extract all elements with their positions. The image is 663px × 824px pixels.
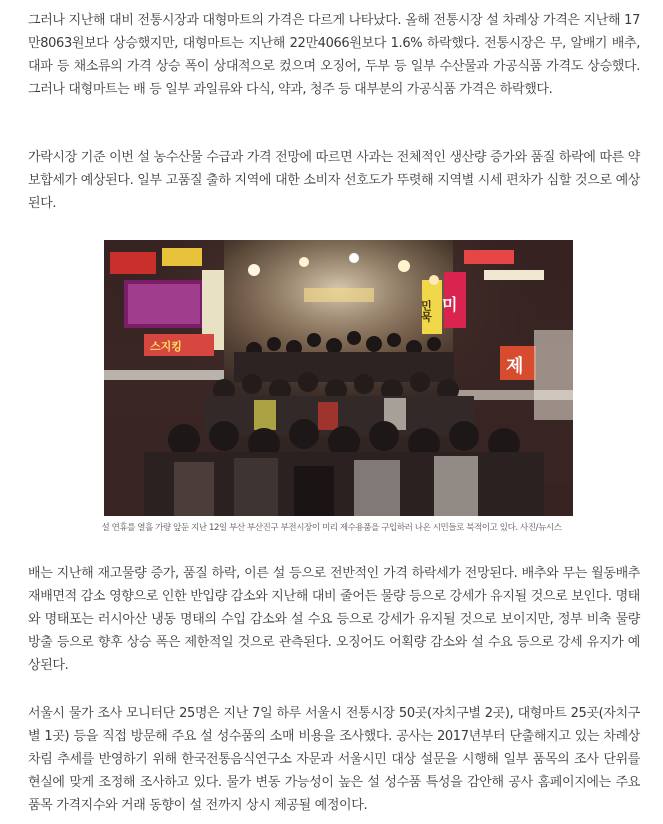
shop-sign-minmuk: 민묵 <box>419 300 433 322</box>
shop-sign-mi: 미 <box>442 295 458 314</box>
photo-caption: 설 연휴를 열흘 가량 앞둔 지난 12일 부산 부산진구 부전시장이 미리 제수용품을 구입하러 나온 시민들로 북적이고 있다. 사진/뉴시스 <box>101 523 562 533</box>
shop-sign-sujiking: 스지킹 <box>150 340 182 353</box>
market-crowd-photo <box>104 240 573 516</box>
paragraph-market-prices: 그러나 지난해 대비 전통시장과 대형마트의 가격은 다르게 나타났다. 올해 전통시장 설 차례상 가격은 지난해 17만8063원보다 상승했지만, 대형마트는 지난해 22만4066원보다 1.6% 하락했다. 전통시장은 무, 알배기 배추, 대파 등 채소류의 가격 상승 폭이 상대적으로 컸으며 오징어, 두부 등 일부 수산물과 가공식품 가격도 상승했다. 그러나 대형마트는 배 등 일부 과일류와 다식, 약과, 청주 등 대부분의 가공식품 가격은 하락했다. <box>28 13 640 97</box>
paragraph-survey-method: 서울시 물가 조사 모니터단 25명은 지난 7일 하루 서울시 전통시장 50곳(자치구별 2곳), 대형마트 25곳(자치구별 1곳) 등을 직접 방문해 주요 설 성수품의 소매 비용을 조사했다. 공사는 2017년부터 단출해지고 있는 차례상 차림 추세를 반영하기 위해 한국전통음식연구소 자문과 서울시민 대상 설문을 시행해 일부 품목의 조사 단위를 현실에 맞게 조정해 조사하고 있다. 물가 변동 가능성이 높은 설 성수품 특성을 감안해 공사 홈페이지에는 주요 품목 가격지수와 거래 동향이 설 전까지 상시 제공될 예정이다. <box>28 706 640 813</box>
paragraph-produce-forecast: 배는 지난해 재고물량 증가, 품질 하락, 이른 설 등으로 전반적인 가격 하락세가 전망된다. 배추와 무는 월동배추 재배면적 감소 영향으로 인한 반입량 감소와 지난해 대비 줄어든 물량 등으로 강세가 유지될 것으로 보인다. 명태와 명태포는 러시아산 냉동 명태의 수입 감소와 설 수요 등으로 강세가 유지될 것으로 보이지만, 정부 비축 물량 방출 등으로 향후 상승 폭은 제한적일 것으로 관측된다. 오징어도 어획량 감소와 설 수요 등으로 강세 유지가 예상된다. <box>28 566 640 673</box>
shop-sign-je: 제 <box>506 356 524 377</box>
paragraph-garak-outlook: 가락시장 기준 이번 설 농수산물 수급과 가격 전망에 따르면 사과는 전체적인 생산량 증가와 품질 하락에 따른 약보합세가 예상된다. 일부 고품질 출하 지역에 대한 소비자 선호도가 뚜렷해 지역별 시세 편차가 심할 것으로 예상된다. <box>28 150 640 211</box>
